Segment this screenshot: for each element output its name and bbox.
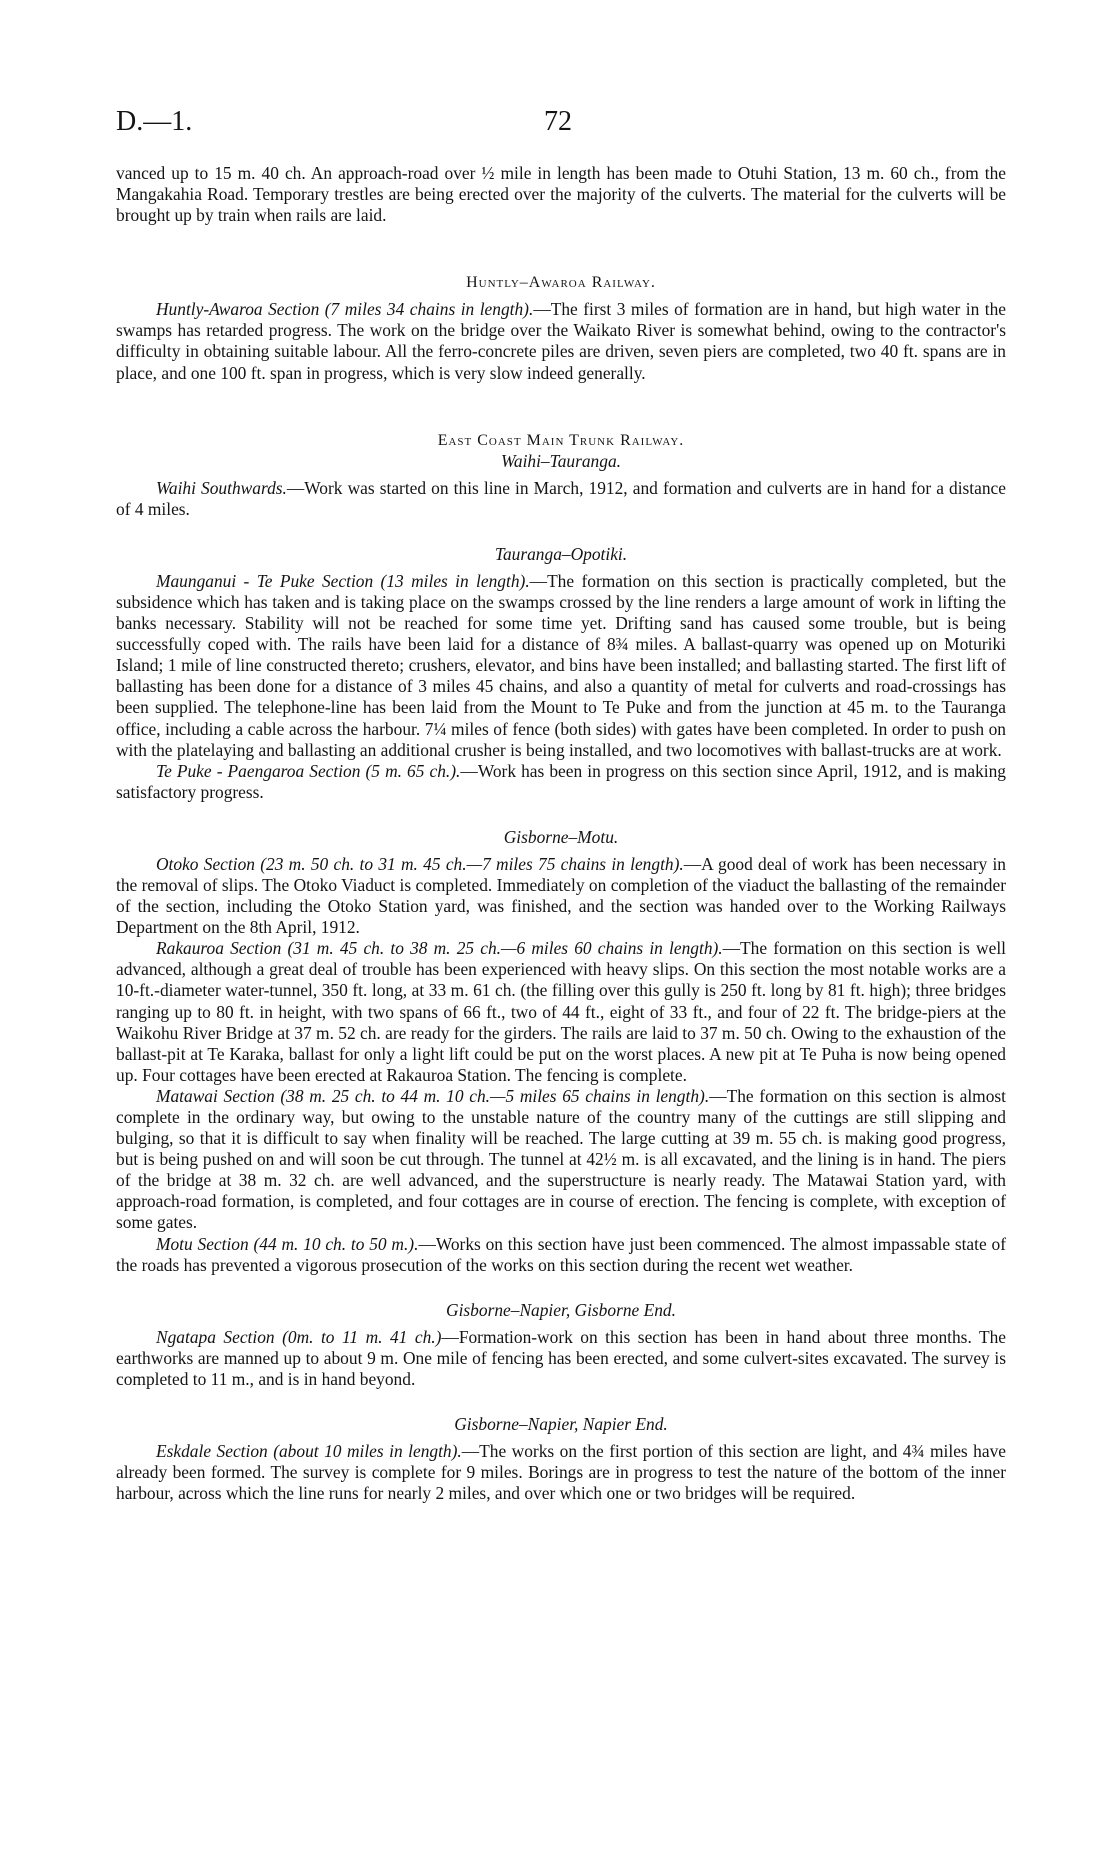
- page-body: [116, 163, 1006, 1504]
- paragraph-text: —Formation-work on this section has been in hand about three months. The earthworks are manned up to about 9 m. One mile of fencing has been erected, and some culvert-sites excavated. The survey is completed to 11 m., and is in hand beyond.: [116, 1326, 1007, 1389]
- paragraph-text: —Work has been in progress on this section since April, 1912, and is making satisfactory progress.: [116, 760, 1006, 802]
- paragraph-lead: Huntly-Awaroa Section (7 miles 34 chains in length).: [156, 299, 534, 320]
- paragraph-text: —A good deal of work has been necessary in the removal of slips. The Otoko Viaduct is completed. Immediately on completion of the viaduct the ballasting of the remainder of the section, including the Otoko Station yard, was finished, and the section was handed over to the Working Railways Department on the 8th April, 1912.: [116, 853, 1006, 938]
- page-number: 72: [544, 106, 572, 137]
- paragraph-lead: Otoko Section (23 m. 50 ch. to 31 m. 45 ch.—7 miles 75 chains in length).: [156, 853, 684, 874]
- east-coast-heading: East Coast Main Trunk Railway.: [437, 431, 685, 449]
- document-id: D.—1.: [116, 106, 193, 137]
- ngatapa-paragraph: [116, 1327, 1006, 1390]
- paragraph-lead: Maunganui - Te Puke Section (13 miles in length).: [156, 570, 530, 591]
- maunganui-paragraph: [116, 571, 1006, 761]
- paragraph-text: —The formation on this section is well advanced, although a great deal of trouble has been experienced with heavy slips. On this section the most notable works are a 10-ft.-diameter water-tunnel, 350 ft. long, at 33 m. 61 ch. (the filling over this gully is 250 ft. long by 81 ft. high); three bridges ranging up to 80 ft. in height, with two spans of 66 ft., two of 44 ft., eight of 33 ft., and four of 22 ft. The bridge-piers at the Waikohu River Bridge at 37 m. 52 ch. are ready for the girders. The rails are laid to 37 m. 50 ch. Owing to the exhaustion of the ballast-pit at Te Karaka, ballast for only a light lift could be put on the worst places. A new pit at Te Puha is now being opened up. Four cottages have been erected at Rakauroa Station. The fencing is complete.: [116, 938, 1006, 1085]
- paragraph-lead: Motu Section (44 m. 10 ch. to 50 m.).: [156, 1233, 419, 1254]
- waihi-southwards-paragraph: [116, 478, 1006, 520]
- matawai-paragraph: [116, 1086, 1006, 1234]
- paragraph-text: —Work was started on this line in March, 1912, and formation and culverts are in hand for a distance of 4 miles.: [116, 477, 1006, 519]
- paragraph-lead: Ngatapa Section (0m. to 11 m. 41 ch.): [156, 1326, 442, 1347]
- gisborne-napier-gisborne-subheading: Gisborne–Napier, Gisborne End.: [446, 1299, 676, 1320]
- paragraph-text: —Works on this section have just been commenced. The almost impassable state of the roads has prevented a vigorous prosecution of the works on this section during the recent wet weather.: [116, 1233, 1006, 1275]
- paragraph-lead: Te Puke - Paengaroa Section (5 m. 65 ch.).: [156, 760, 461, 781]
- paragraph-lead: Rakauroa Section (31 m. 45 ch. to 38 m. 25 ch.—6 miles 60 chains in length).: [156, 938, 723, 959]
- waihi-tauranga-subheading: Waihi–Tauranga.: [500, 450, 621, 471]
- motu-paragraph: [116, 1234, 1006, 1276]
- paragraph-text: —The formation on this section is practically completed, but the subsidence which has taken and is taking place on the swamps crossed by the line renders a large amount of work in lifting the banks necessary. Stability will not be reached for some time yet. Drifting sand has caused some trouble, but is being successfully coped with. The rails have been laid for a distance of 8¾ miles. A ballast-quarry was opened up on Moturiki Island; 1 mile of line constructed thereto; crushers, elevator, and bins have been installed; and ballasting started. The first lift of ballasting has been done for a distance of 3 miles 45 chains, and also a quantity of metal for culverts and road-crossings has been supplied. The telephone-line has been laid from the Mount to Te Puke and from the junction at 45 m. to the Tauranga office, including a cable across the harbour. 7¼ miles of fence (both sides) with gates have been completed. In order to push on with the platelaying and ballasting an additional crusher is being installed, and two locomotives with ballast-trucks are at work.: [116, 570, 1006, 760]
- huntly-awaroa-heading: Huntly–Awaroa Railway.: [466, 274, 656, 292]
- rakauroa-paragraph: [116, 938, 1006, 1086]
- intro-paragraph: vanced up to 15 m. 40 ch. An approach-road over ½ mile in length has been made to Otuhi Station, 13 m. 60 ch., from the Mangakahia Road. Temporary trestles are being erected over the majority of the culverts. The material for the culverts will be brought up by train when rails are laid.: [116, 163, 1006, 226]
- te-puke-paragraph: [116, 761, 1006, 803]
- huntly-awaroa-paragraph: [116, 299, 1006, 383]
- paragraph-lead: Waihi Southwards.: [156, 477, 287, 498]
- gisborne-napier-napier-subheading: Gisborne–Napier, Napier End.: [454, 1414, 668, 1435]
- page-header: [116, 106, 1006, 142]
- eskdale-paragraph: [116, 1441, 1006, 1504]
- gisborne-motu-subheading: Gisborne–Motu.: [503, 826, 619, 847]
- paragraph-lead: Matawai Section (38 m. 25 ch. to 44 m. 10 ch.—5 miles 65 chains in length).: [156, 1085, 710, 1106]
- paragraph-text: —The formation on this section is almost complete in the ordinary way, but owing to the unstable nature of the country many of the cuttings are still slipping and bulging, so that it is difficult to say when finality will be reached. The large cutting at 39 m. 55 ch. is making good progress, but is being pushed on and will soon be cut through. The tunnel at 42½ m. is all excavated, and the lining is in hand. The piers of the bridge at 38 m. 32 ch. are well advanced, and the superstructure is nearly ready. The Matawai Station yard, with approach-road formation, is completed, and four cottages are in course of erection. The fencing is complete, with exception of some gates.: [116, 1085, 1006, 1233]
- otoko-paragraph: [116, 854, 1006, 938]
- paragraph-text: —The works on the first portion of this section are light, and 4¾ miles have already been formed. The survey is complete for 9 miles. Borings are in progress to test the nature of the bottom of the inner harbour, across which the line runs for nearly 2 miles, and over which one or two bridges will be required.: [116, 1441, 1006, 1504]
- paragraph-lead: Eskdale Section (about 10 miles in length).: [156, 1441, 462, 1462]
- paragraph-text: —The first 3 miles of formation are in hand, but high water in the swamps has retarded progress. The work on the bridge over the Waikato River is somewhat behind, owing to the contractor's difficulty in obtaining suitable labour. All the ferro-concrete piles are driven, seven piers are completed, two 40 ft. spans are in place, and one 100 ft. span in progress, which is very slow indeed generally.: [116, 299, 1006, 383]
- tauranga-opotiki-subheading: Tauranga–Opotiki.: [494, 543, 628, 564]
